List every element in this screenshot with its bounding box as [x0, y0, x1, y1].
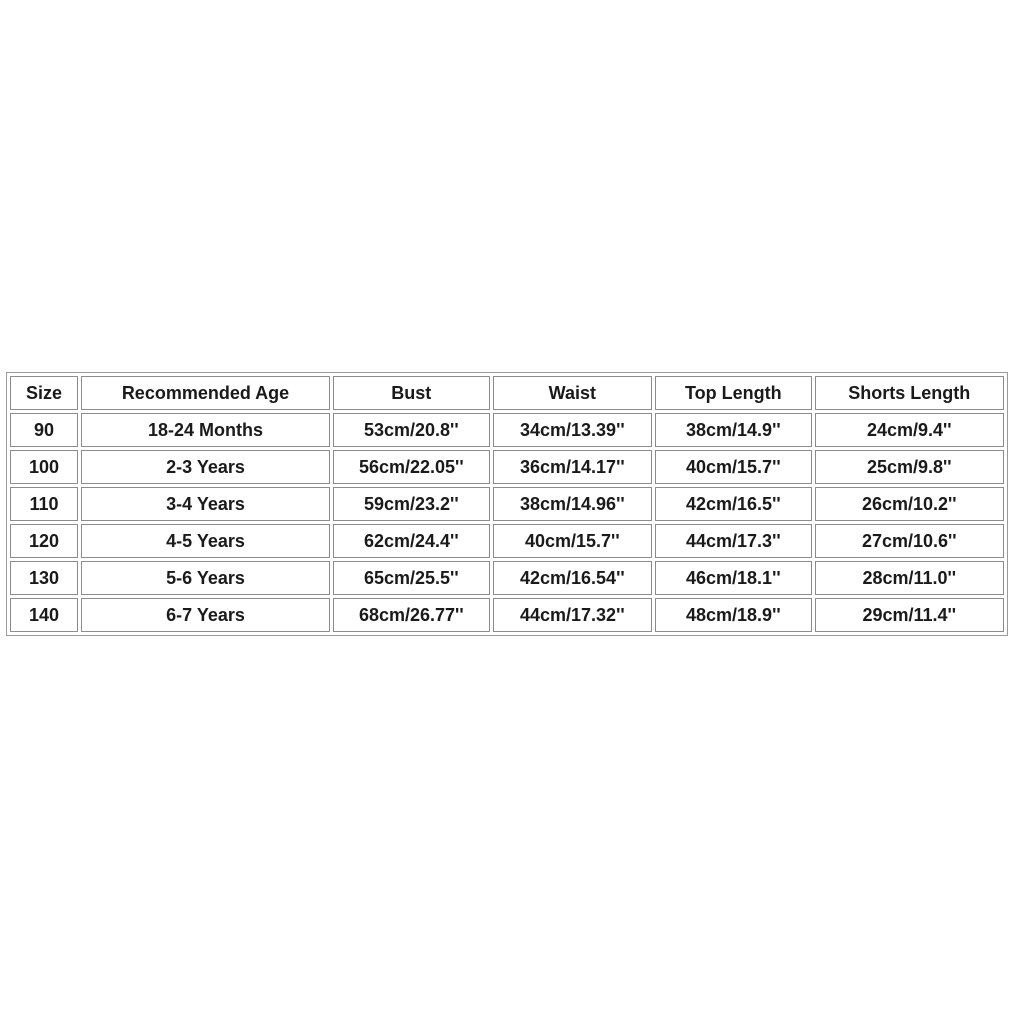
cell-size: 110 — [10, 487, 78, 521]
cell-top-length: 42cm/16.5'' — [655, 487, 811, 521]
cell-shorts-length: 24cm/9.4'' — [815, 413, 1004, 447]
cell-waist: 34cm/13.39'' — [493, 413, 653, 447]
cell-age: 6-7 Years — [81, 598, 330, 632]
cell-shorts-length: 27cm/10.6'' — [815, 524, 1004, 558]
cell-shorts-length: 28cm/11.0'' — [815, 561, 1004, 595]
cell-top-length: 40cm/15.7'' — [655, 450, 811, 484]
cell-age: 2-3 Years — [81, 450, 330, 484]
table-row — [10, 598, 1004, 632]
table-row — [10, 561, 1004, 595]
header-row — [10, 376, 1004, 410]
cell-waist: 38cm/14.96'' — [493, 487, 653, 521]
cell-shorts-length: 29cm/11.4'' — [815, 598, 1004, 632]
header-top-length: Top Length — [655, 376, 811, 410]
cell-size: 120 — [10, 524, 78, 558]
cell-top-length: 48cm/18.9'' — [655, 598, 811, 632]
cell-age: 3-4 Years — [81, 487, 330, 521]
cell-waist: 40cm/15.7'' — [493, 524, 653, 558]
header-bust: Bust — [333, 376, 489, 410]
cell-waist: 44cm/17.32'' — [493, 598, 653, 632]
cell-top-length: 44cm/17.3'' — [655, 524, 811, 558]
table-row — [10, 413, 1004, 447]
cell-bust: 62cm/24.4'' — [333, 524, 489, 558]
cell-top-length: 38cm/14.9'' — [655, 413, 811, 447]
cell-bust: 68cm/26.77'' — [333, 598, 489, 632]
table-row — [10, 450, 1004, 484]
cell-waist: 42cm/16.54'' — [493, 561, 653, 595]
size-chart-table — [6, 372, 1008, 636]
table-row — [10, 524, 1004, 558]
header-shorts-length: Shorts Length — [815, 376, 1004, 410]
cell-waist: 36cm/14.17'' — [493, 450, 653, 484]
cell-size: 140 — [10, 598, 78, 632]
cell-shorts-length: 25cm/9.8'' — [815, 450, 1004, 484]
header-size: Size — [10, 376, 78, 410]
header-waist: Waist — [493, 376, 653, 410]
cell-bust: 59cm/23.2'' — [333, 487, 489, 521]
cell-age: 18-24 Months — [81, 413, 330, 447]
cell-top-length: 46cm/18.1'' — [655, 561, 811, 595]
cell-age: 5-6 Years — [81, 561, 330, 595]
header-recommended-age: Recommended Age — [81, 376, 330, 410]
cell-bust: 53cm/20.8'' — [333, 413, 489, 447]
cell-size: 90 — [10, 413, 78, 447]
cell-age: 4-5 Years — [81, 524, 330, 558]
cell-size: 130 — [10, 561, 78, 595]
cell-bust: 56cm/22.05'' — [333, 450, 489, 484]
cell-shorts-length: 26cm/10.2'' — [815, 487, 1004, 521]
table-row — [10, 487, 1004, 521]
cell-size: 100 — [10, 450, 78, 484]
cell-bust: 65cm/25.5'' — [333, 561, 489, 595]
